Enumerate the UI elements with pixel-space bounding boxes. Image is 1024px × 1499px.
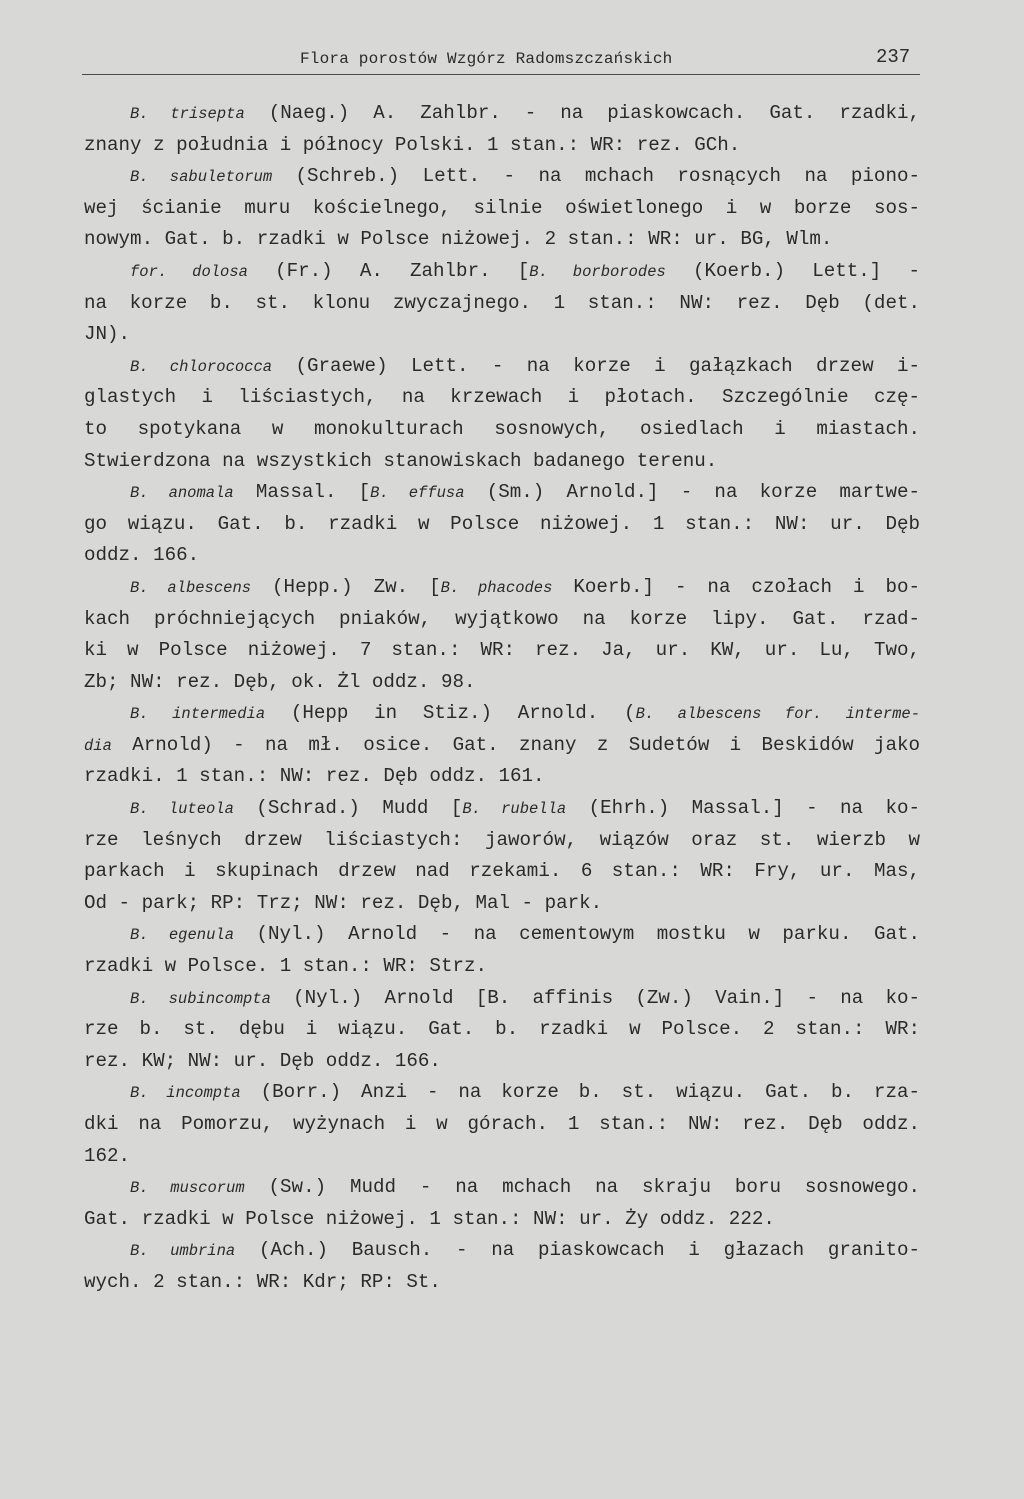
text-line xyxy=(84,1235,920,1267)
species-entry xyxy=(84,1235,920,1298)
taxon-name: B. umbrina xyxy=(130,1242,236,1261)
text-line xyxy=(84,888,920,920)
species-entry xyxy=(84,572,920,698)
text-line xyxy=(84,1267,920,1299)
text-line xyxy=(84,319,920,351)
text-line xyxy=(84,825,920,857)
text-run: 162. xyxy=(84,1144,131,1167)
species-entry xyxy=(84,698,920,793)
text-run: Od - park; RP: Trz; NW: rez. Dęb, Mal - park. xyxy=(84,891,603,914)
text-run: (Nyl.) Arnold - na cementowym mostku w parku. Gat. xyxy=(234,923,920,946)
text-run: rze leśnych drzew liściastych: jaworów, wiązów oraz st. wierzb w xyxy=(84,828,920,851)
page-number: 237 xyxy=(876,46,911,68)
text-run: (Naeg.) A. Zahlbr. - na piaskowcach. Gat. rzadki, xyxy=(244,102,920,124)
text-line xyxy=(84,1204,920,1236)
text-run: (Hepp in Stiz.) Arnold. ( xyxy=(265,702,636,725)
text-run: rez. KW; NW: ur. Dęb oddz. 166. xyxy=(84,1049,441,1072)
page-header xyxy=(0,46,1024,72)
text-line xyxy=(84,698,920,730)
taxon-name: B. egenula xyxy=(130,926,234,945)
text-run: ki w Polsce niżowej. 7 stan.: WR: rez. Ja, ur. KW, ur. Lu, Two, xyxy=(84,639,920,662)
taxon-name: B. incompta xyxy=(130,1084,241,1103)
species-entry xyxy=(84,161,920,256)
species-entry xyxy=(84,793,920,919)
text-run: Gat. rzadki w Polsce niżowej. 1 stan.: NW: ur. Ży oddz. 222. xyxy=(84,1207,775,1230)
text-run: Massal. [ xyxy=(233,481,371,504)
text-line xyxy=(84,856,920,888)
text-line xyxy=(84,572,920,604)
taxon-name: B. effusa xyxy=(370,484,465,503)
text-run: (Ach.) Bausch. - na piaskowcach i głazach granito- xyxy=(235,1239,920,1262)
text-line xyxy=(84,446,920,478)
species-entry xyxy=(84,919,920,982)
taxon-name: B. phacodes xyxy=(440,578,553,597)
species-entry xyxy=(84,1172,920,1235)
text-line xyxy=(84,667,920,699)
taxon-name: B. albescens xyxy=(130,578,252,597)
taxon-name: B. luteola xyxy=(130,800,234,819)
text-line xyxy=(84,224,920,256)
text-run: wych. 2 stan.: WR: Kdr; RP: St. xyxy=(84,1270,441,1293)
text-run: Koerb.] - na czołach i bo- xyxy=(552,575,920,598)
taxon-name: B. trisepta xyxy=(130,105,245,123)
text-line xyxy=(84,919,920,951)
taxon-name: B. albescens for. interme- xyxy=(635,705,920,724)
species-entry xyxy=(84,256,920,351)
text-run: Arnold) - na mł. osice. Gat. znany z Sudetów i Beskidów jako xyxy=(111,733,920,756)
taxon-name: B. borborodes xyxy=(529,262,666,281)
text-line xyxy=(84,477,920,509)
taxon-name: B. sabuletorum xyxy=(130,168,273,187)
text-line xyxy=(84,793,920,825)
text-line xyxy=(84,951,920,983)
text-line xyxy=(84,604,920,636)
text-run: (Sm.) Arnold.] - na korze martwe- xyxy=(464,481,920,504)
text-line xyxy=(84,288,920,320)
text-run: rzadki. 1 stan.: NW: rez. Dęb oddz. 161. xyxy=(84,765,545,788)
text-line xyxy=(84,1077,920,1109)
text-run: (Hepp.) Zw. [ xyxy=(251,575,441,598)
text-line xyxy=(84,1172,920,1204)
text-run: Zb; NW: rez. Dęb, ok. Żl oddz. 98. xyxy=(84,670,476,693)
text-run: (Schrad.) Mudd [ xyxy=(233,797,463,820)
taxon-name: B. muscorum xyxy=(130,1179,245,1198)
text-line xyxy=(84,540,920,572)
text-line xyxy=(84,161,920,193)
text-run: oddz. 166. xyxy=(84,544,200,567)
species-entry xyxy=(84,98,920,161)
species-entry xyxy=(84,477,920,572)
species-entry xyxy=(84,1077,920,1172)
text-line xyxy=(84,382,920,414)
text-run: (Graewe) Lett. - na korze i gałązkach drzew i- xyxy=(272,354,920,377)
text-line xyxy=(84,256,920,288)
running-title: Flora porostów Wzgórz Radomszczańskich xyxy=(300,50,673,68)
text-run: rzadki w Polsce. 1 stan.: WR: Strz. xyxy=(84,955,488,978)
taxon-name: B. intermedia xyxy=(130,705,266,724)
text-line xyxy=(84,1046,920,1078)
text-run: Stwierdzona na wszystkich stanowiskach badanego terenu. xyxy=(84,449,718,472)
text-line xyxy=(84,983,920,1015)
species-entry xyxy=(84,351,920,477)
text-run: nowym. Gat. b. rzadki w Polsce niżowej. 2 stan.: WR: ur. BG, Wlm. xyxy=(84,228,833,251)
text-run: (Nyl.) Arnold [B. affinis (Zw.) Vain.] - na ko- xyxy=(270,986,920,1009)
species-entry xyxy=(84,983,920,1078)
body-text xyxy=(84,98,920,1299)
text-run: go wiązu. Gat. b. rzadki w Polsce niżowej. 1 stan.: NW: ur. Dęb xyxy=(84,512,920,535)
text-run: parkach i skupinach drzew nad rzekami. 6 stan.: WR: Fry, ur. Mas, xyxy=(84,860,920,883)
taxon-name: B. anomala xyxy=(130,484,234,503)
text-run: (Fr.) A. Zahlbr. [ xyxy=(247,259,530,282)
text-run: na korze b. st. klonu zwyczajnego. 1 stan.: NW: rez. Dęb (det. xyxy=(84,291,920,314)
text-line xyxy=(84,761,920,793)
taxon-name: B. chlorococca xyxy=(130,357,273,376)
text-run: JN). xyxy=(84,323,131,346)
header-rule xyxy=(82,74,920,75)
text-line xyxy=(84,351,920,383)
text-run: glastych i liściastych, na krzewach i płotach. Szczególnie czę- xyxy=(84,386,920,409)
text-line xyxy=(84,1014,920,1046)
text-line xyxy=(84,193,920,225)
text-run: (Borr.) Anzi - na korze b. st. wiązu. Gat. b. rza- xyxy=(240,1081,920,1104)
text-line xyxy=(84,1109,920,1141)
text-line xyxy=(84,98,920,130)
taxon-name: B. subincompta xyxy=(130,989,271,1008)
text-run: kach próchniejących pniaków, wyjątkowo na korze lipy. Gat. rzad- xyxy=(84,607,920,630)
text-line xyxy=(84,130,920,162)
text-line xyxy=(84,414,920,446)
text-run: (Koerb.) Lett.] - xyxy=(665,259,920,282)
text-run: znany z południa i północy Polski. 1 stan.: WR: rez. GCh. xyxy=(84,133,741,156)
text-run: (Schreb.) Lett. - na mchach rosnących na piono- xyxy=(272,165,920,188)
text-run: wej ścianie muru kościelnego, silnie oświetlonego i w borze sos- xyxy=(84,196,920,219)
taxon-name: for. dolosa xyxy=(130,262,248,281)
text-run: (Ehrh.) Massal.] - na ko- xyxy=(566,797,920,820)
text-line xyxy=(84,1141,920,1173)
text-run: rze b. st. dębu i wiązu. Gat. b. rzadki w Polsce. 2 stan.: WR: xyxy=(84,1018,920,1041)
text-line xyxy=(84,635,920,667)
taxon-name: B. rubella xyxy=(462,800,567,819)
text-run: (Sw.) Mudd - na mchach na skraju boru sosnowego. xyxy=(244,1176,920,1199)
text-run: dki na Pomorzu, wyżynach i w górach. 1 stan.: NW: rez. Dęb oddz. xyxy=(84,1113,920,1135)
taxon-name: dia xyxy=(84,736,112,755)
text-line xyxy=(84,509,920,541)
text-run: to spotykana w monokulturach sosnowych, osiedlach i miastach. xyxy=(84,417,920,440)
text-line xyxy=(84,730,920,762)
